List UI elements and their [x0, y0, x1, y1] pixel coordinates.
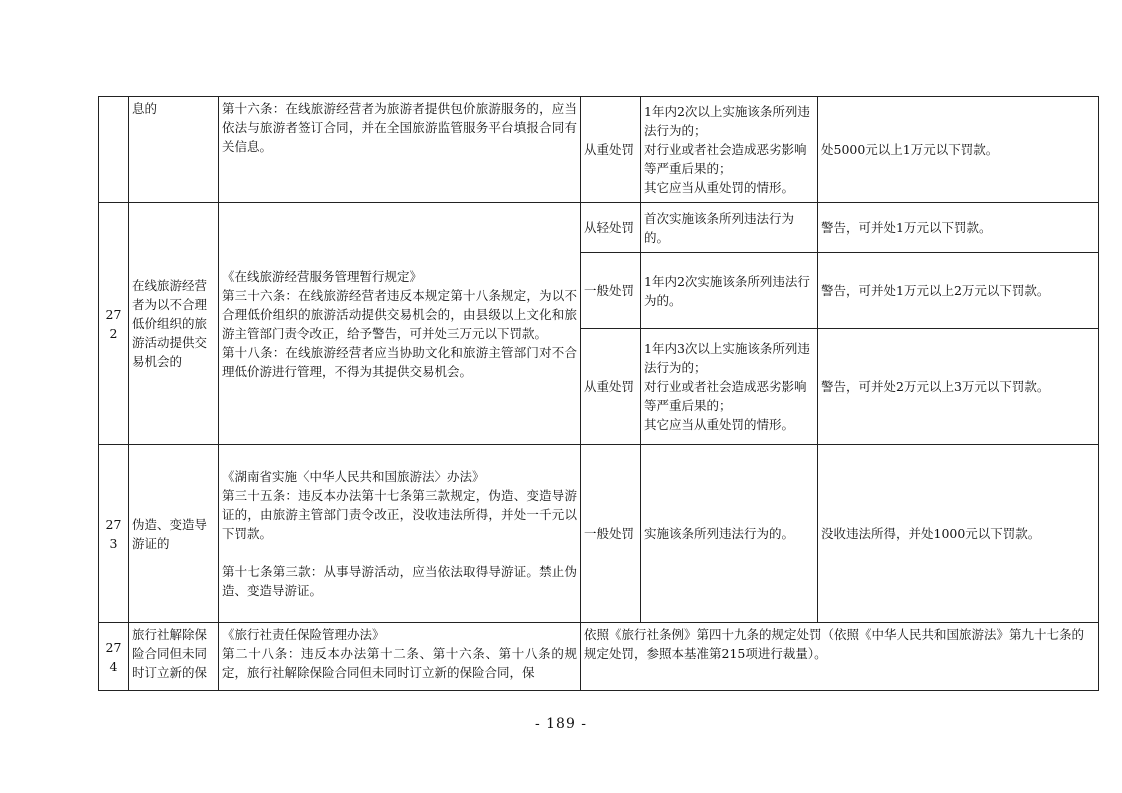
penalty: 没收违法所得，并处1000元以下罚款。	[818, 445, 1099, 623]
situation-line: 1年内3次以上实施该条所列违法行为的；	[644, 341, 810, 375]
merged-penalty: 依照《旅行社条例》第四十九条的规定处罚（依照《中华人民共和国旅游法》第九十七条的规定处罚，参照本基准第215项进行裁量）。	[581, 623, 1099, 691]
law-text: 第二十八条：违反本办法第十二条、第十六条、第十八条的规定，旅行社解除保险合同但未同时订立新的保险合同，保	[222, 646, 577, 680]
page-number: - 189 -	[534, 716, 588, 732]
law-title: 《旅行社责任保险管理办法》	[222, 627, 385, 642]
table-row	[99, 445, 1099, 623]
situation	[641, 253, 818, 329]
situation	[641, 203, 818, 253]
situation-line: 对行业或者社会造成恶劣影响等严重后果的；	[644, 142, 807, 176]
penalty-level: 一般处罚	[581, 445, 641, 623]
penalty-level: 从重处罚	[581, 97, 641, 203]
situation-line: 首次实施该条所列违法行为的。	[644, 210, 795, 245]
situation-line: 1年内2次实施该条所列违法行为的。	[644, 273, 810, 308]
law-title: 《湖南省实施〈中华人民共和国旅游法〉办法》	[222, 469, 485, 484]
penalty-standard-table	[98, 96, 1099, 691]
law-text: 第十八条：在线旅游经营者应当协助文化和旅游主管部门对不合理低价游进行管理，不得为其提供交易机会。	[222, 344, 577, 379]
situation-line: 其它应当从重处罚的情形。	[644, 180, 795, 195]
law-text: 第三十五条：违反本办法第十七条第三款规定，伪造、变造导游证的，由旅游主管部门责令改正，没收违法所得，并处一千元以下罚款。	[222, 488, 577, 541]
situation	[641, 329, 818, 445]
law-title: 《在线旅游经营服务管理暂行规定》	[222, 268, 423, 284]
penalty: 警告，可并处1万元以下罚款。	[818, 203, 1099, 253]
penalty-level: 从轻处罚	[581, 203, 641, 253]
penalty-level: 从重处罚	[581, 329, 641, 445]
row-number	[99, 97, 129, 203]
row-number: 272	[99, 203, 129, 445]
penalty-level: 一般处罚	[581, 253, 641, 329]
legal-basis	[219, 203, 581, 445]
row-number: 273	[99, 445, 129, 623]
law-text: 第十七条第三款：从事导游活动，应当依法取得导游证。禁止伪造、变造导游证。	[222, 564, 577, 598]
table-row	[99, 203, 1099, 253]
situation	[641, 97, 818, 203]
table-row	[99, 623, 1099, 691]
table-row	[99, 97, 1099, 203]
legal-basis	[219, 445, 581, 623]
violation-item: 伪造、变造导游证的	[129, 445, 219, 623]
penalty: 警告，可并处2万元以上3万元以下罚款。	[818, 329, 1099, 445]
law-text: 第三十六条：在线旅游经营者违反本规定第十八条规定，为以不合理低价组织的旅游活动提供交易机会的，由县级以上文化和旅游主管部门责令改正，给予警告，可并处三万元以下罚款。	[222, 287, 577, 341]
violation-item: 息的	[129, 97, 219, 203]
violation-item: 旅行社解除保险合同但未同时订立新的保	[129, 623, 219, 691]
legal-basis	[219, 623, 581, 691]
situation-line: 实施该条所列违法行为的。	[644, 526, 795, 541]
penalty: 处5000元以上1万元以下罚款。	[818, 97, 1099, 203]
situation-line: 对行业或者社会造成恶劣影响等严重后果的；	[644, 379, 807, 413]
violation-item: 在线旅游经营者为以不合理低价组织的旅游活动提供交易机会的	[129, 203, 219, 445]
law-blank-line	[222, 543, 577, 562]
situation-line: 1年内2次以上实施该条所列违法行为的；	[644, 104, 810, 138]
row-number: 274	[99, 623, 129, 691]
penalty: 警告，可并处1万元以上2万元以下罚款。	[818, 253, 1099, 329]
situation-line: 其它应当从重处罚的情形。	[644, 417, 795, 432]
law-text: 第十六条：在线旅游经营者为旅游者提供包价旅游服务的，应当依法与旅游者签订合同，并在全国旅游监管服务平台填报合同有关信息。	[222, 101, 577, 154]
situation	[641, 445, 818, 623]
legal-basis	[219, 97, 581, 203]
